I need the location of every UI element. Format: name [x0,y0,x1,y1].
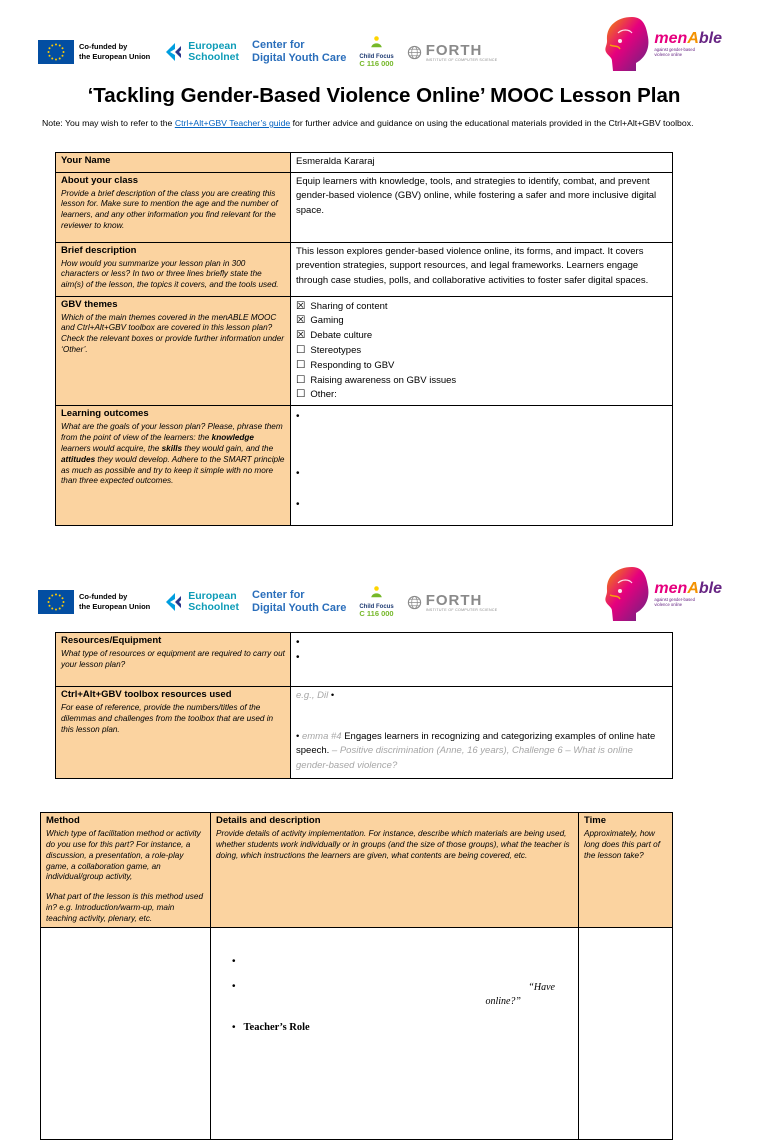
checkbox-item [296,359,667,373]
row-hint: What type of resources or equipment are required to carry out your lesson plan? [61,648,285,669]
resources-row [56,633,673,687]
menable-head-icon [598,565,652,623]
forth-subtitle: INSTITUTE OF COMPUTER SCIENCE [425,607,498,612]
hint-bold: attitudes [61,454,96,464]
checkbox-label: Debate culture [310,330,373,342]
details-header-cell [211,813,579,928]
menable-word-part1: men [654,29,688,47]
schoolnet-line2: Schoolnet [188,601,240,613]
eu-logo [38,590,150,614]
method-body-row [41,928,673,1140]
menable-word-part2: A [687,29,699,47]
about-class-value: Equip learners with knowledge, tools, and strategies to identify, combat, and prevent gender-based violence (GBV) online, while fostering a safer and more inclusive digital space. [296,175,657,217]
time-body-cell [579,928,673,1140]
checkbox-item [296,374,667,388]
child-focus-name: Child Focus [359,603,394,610]
menable-word-part3: ble [698,29,722,47]
menable-logo [598,15,722,73]
child-focus-hotline: C 116 000 [359,59,394,69]
page2-logo-header [38,572,738,632]
european-schoolnet-logo [163,591,239,613]
row-hint: For ease of reference, provide the numbers/titles of the dilemmas and challenges from the toolbox that are used in this lesson plan. [61,702,274,734]
globe-icon [407,595,422,610]
learning-outcomes-value-cell [291,406,673,526]
page1-logo-header [38,22,738,82]
toolbox-entry-text: Engages learners in recognizing and categorizing examples of online hate speech. [296,730,656,757]
row-hint: Which of the main themes covered in the menABLE MOOC and Ctrl+Alt+GBV toolbox are covered in this lesson plan? Check the relevant boxes or provide further information under ‘Other’. [61,312,285,355]
learning-outcomes-label-cell [56,406,291,526]
forth-name: FORTH [425,41,483,59]
column-header: Method [46,815,80,826]
row-label: Resources/Equipment [61,635,162,646]
checkbox-unchecked-icon: ☐ [296,344,306,357]
checkbox-label: Responding to GBV [310,359,395,371]
toolbox-label-cell [56,687,291,779]
method-header-cell [41,813,211,928]
checkbox-label: Sharing of content [310,300,388,312]
quote-line1: “Have [528,982,555,994]
menable-word-part3: ble [698,579,722,597]
bullet: • [232,981,236,993]
teachers-role-heading: Teacher’s Role [243,1022,310,1034]
eu-logo-line2: the European Union [79,602,151,611]
note-suffix: for further advice and guidance on using the educational materials provided in the Ctrl+Alt+GBV toolbox. [290,118,694,128]
checkbox-label: Stereotypes [310,345,362,357]
child-focus-icon [369,585,384,599]
method-body-cell [41,928,211,1140]
your-name-value: Esmeralda Kararaj [296,156,375,167]
checkbox-unchecked-icon: ☐ [296,373,306,386]
hint-text: they would gain, and the [182,443,274,453]
cdyc-line2: Digital Youth Care [252,602,347,614]
method-header-row [41,813,673,928]
resources-label-cell [56,633,291,687]
hint-bold: skills [161,443,183,453]
eu-flag-icon [38,40,74,64]
menable-tagline2: violence online [654,602,683,607]
forth-name: FORTH [425,591,483,609]
row-hint: How would you summarize your lesson plan in 300 characters or less? In two or three lines briefly state the aim(s) of the lesson, the topics it covers, and the tools used. [61,258,279,290]
about-class-label-cell [56,172,291,242]
details-body-cell [211,928,579,1140]
schoolnet-line1: European [188,39,237,52]
hint-text: What are the goals of your lesson plan? Please, phrase them from the point of view of the learners: the [61,421,283,442]
forth-subtitle: INSTITUTE OF COMPUTER SCIENCE [425,57,498,62]
eu-logo [38,40,150,64]
checkbox-item [296,314,667,328]
your-name-value-cell [291,153,673,173]
details-bullet [232,956,573,967]
checkbox-checked-icon: ☒ [296,299,306,312]
column-hint: Which type of facilitation method or activity do you use for this part? For instance, a discussion, a presentation, a role-play game, a collaboration game, an individual/group activity, [46,828,201,882]
column-hint: What part of the lesson is this method used in? e.g. Introduction/warm-up, main teaching activity, plenary, etc. [46,892,204,924]
resources-table [55,632,673,779]
menable-logo [598,565,722,623]
menable-wordmark [654,31,722,47]
menable-wordmark [654,581,722,597]
checkbox-checked-icon: ☒ [296,329,306,342]
toolbox-row [56,687,673,779]
column-hint: Provide details of activity implementation. For instance, describe which materials are being used, whether students work individually or in groups (and the size of those groups), what the teacher is doing, which instructions the learners are given, what contents are being covered, etc. [216,828,570,860]
child-focus-logo [359,585,393,618]
about-class-row [56,172,673,242]
eu-logo-line1: Co-funded by [79,42,128,52]
note-paragraph [42,117,732,129]
row-label: GBV themes [61,298,118,310]
quote-line2: online?” [485,996,521,1008]
digital-youth-care-logo [252,589,346,615]
toolbox-entry-line [296,730,667,774]
forth-logo [407,43,498,62]
checkbox-item [296,329,667,343]
row-label: About your class [61,174,139,186]
outcome-bullet: • [296,499,300,511]
toolbox-entry-note: – Positive discrimination (Anne, 16 years), Challenge 6 – What is online gender-based violence? [296,745,633,772]
checkbox-checked-icon: ☒ [296,314,306,327]
brief-description-label-cell [56,242,291,296]
column-header: Time [584,815,607,826]
schoolnet-line1: European [188,589,237,602]
your-name-label-cell [56,153,291,173]
menable-word-part1: men [654,579,688,597]
gbv-themes-label-cell [56,296,291,405]
checkbox-label: Gaming [310,315,344,327]
eu-logo-line1: Co-funded by [79,592,128,602]
digital-youth-care-logo [252,39,346,65]
hint-text: learners would acquire, the [61,443,162,453]
row-label: Your Name [61,155,111,166]
resource-bullet: • [296,652,300,663]
details-bullet [232,981,573,1009]
menable-word-part2: A [687,579,699,597]
forth-logo [407,593,498,612]
schoolnet-icon [163,592,183,612]
menable-tagline2: violence online [654,52,683,57]
cdyc-line1: Center for [252,38,305,51]
row-label: Brief description [61,244,137,256]
schoolnet-line2: Schoolnet [188,51,240,63]
cdyc-line1: Center for [252,588,305,601]
toolbox-entry-ref: emma #4 [301,730,342,742]
european-schoolnet-logo [163,41,239,63]
row-label: Ctrl+Alt+GBV toolbox resources used [61,689,232,700]
bullet: • [296,730,300,742]
brief-description-value-cell [291,242,673,296]
child-focus-logo [359,35,393,68]
bullet: • [232,1022,236,1034]
bullet: • [330,690,335,701]
details-quote [485,981,573,1009]
eu-flag-icon [38,590,74,614]
row-label: Learning outcomes [61,408,149,420]
row-hint: Provide a brief description of the class you are creating this lesson for. Make sure to mention the age and the number of learners, and any other information you find relevant for the reviewer to know. [61,188,278,231]
hint-text: they would develop. Adhere to the SMART principle as much as possible and try to keep it simple with no more than three expected outcomes. [61,454,285,486]
gbv-themes-row [56,296,673,405]
outcome-bullet: • [296,411,300,423]
child-focus-hotline: C 116 000 [359,609,394,619]
column-header: Details and description [216,815,321,826]
learning-outcomes-row [56,406,673,526]
hint-bold: knowledge [211,432,254,442]
checkbox-unchecked-icon: ☐ [296,358,306,371]
child-focus-icon [369,35,384,49]
about-class-value-cell [291,172,673,242]
checkbox-item [296,300,667,314]
method-table [40,812,673,1140]
lesson-plan-table [55,152,673,526]
cdyc-line2: Digital Youth Care [252,52,347,64]
menable-head-icon [598,15,652,73]
toolbox-placeholder-line [296,689,667,704]
outcome-bullet: • [296,468,300,480]
menable-tagline1: against gender-based [654,46,695,52]
checkbox-item [296,344,667,358]
bullet: • [232,956,236,968]
toolbox-value-cell [291,687,673,779]
toolbox-placeholder: e.g., Dil [296,690,329,701]
schoolnet-icon [163,42,183,62]
checkbox-item [296,388,667,402]
menable-tagline1: against gender-based [654,596,695,602]
checkbox-label: Other: [310,389,337,401]
row-hint [61,422,285,487]
checkbox-unchecked-icon: ☐ [296,388,306,401]
your-name-row [56,153,673,173]
gbv-themes-value-cell [291,296,673,405]
column-hint: Approximately, how long does this part of the lesson take? [584,828,661,860]
note-prefix: Note: You may wish to refer to the [42,118,175,128]
resource-bullet: • [296,637,300,648]
brief-description-row [56,242,673,296]
teachers-guide-link[interactable]: Ctrl+Alt+GBV Teacher’s guide [174,118,291,128]
globe-icon [407,45,422,60]
resources-value-cell [291,633,673,687]
page-title: ‘Tackling Gender-Based Violence Online’ MOOC Lesson Plan [87,84,681,107]
eu-logo-line2: the European Union [79,52,151,61]
time-header-cell [579,813,673,928]
brief-description-value: This lesson explores gender-based violence online, its forms, and impact. It covers prevention strategies, support resources, and legal frameworks. Learners engage through case studies, polls, and collaborative activities to foster safer digital spaces. [296,245,649,287]
checkbox-label: Raising awareness on GBV issues [310,374,457,386]
child-focus-name: Child Focus [359,53,394,60]
